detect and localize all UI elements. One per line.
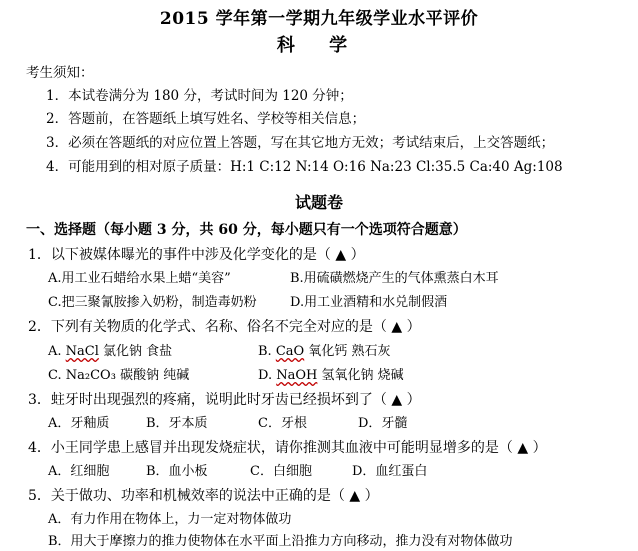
question-4-stem: 4．小王同学患上感冒并出现发烧症状，请你推测其血液中可能明显增多的是（ ▲ ）	[28, 440, 547, 456]
question-4-option-d: D．血红蛋白	[352, 464, 428, 479]
chemical-formula: CaO	[275, 344, 305, 359]
exam-title: 2015 学年第一学期九年级学业水平评价	[159, 9, 479, 29]
question-2-option-d	[258, 367, 404, 385]
notice-item-2: 2．答题前，在答题纸上填写姓名、学校等相关信息；	[46, 111, 366, 127]
question-1-option-b: B.用硫磺燃烧产生的气体熏蒸白木耳	[290, 271, 499, 286]
option-text: 氢氧化钠 烧碱	[321, 368, 404, 383]
question-2-stem: 2．下列有关物质的化学式、名称、俗名不完全对应的是（ ▲ ）	[28, 319, 421, 335]
question-4-option-c: C．白细胞	[250, 464, 312, 479]
question-4-option-b: B．血小板	[146, 464, 208, 479]
option-text: 氧化钙 熟石灰	[308, 344, 391, 359]
question-1-option-c: C.把三聚氰胺掺入奶粉，制造毒奶粉	[48, 295, 257, 310]
question-5-option-a: A．有力作用在物体上，力一定对物体做功	[48, 512, 292, 527]
notice-item-3: 3．必须在答题纸的对应位置上答题，写在其它地方无效；考试结束后，上交答题纸；	[46, 135, 555, 151]
chemical-formula: NaOH	[276, 368, 318, 383]
question-5-stem: 5．关于做功、功率和机械效率的说法中正确的是（ ▲ ）	[28, 488, 379, 504]
question-3-option-c: C．牙根	[258, 416, 307, 431]
question-2-option-b	[258, 343, 390, 361]
notice-item-1: 1．本试卷满分为 180 分，考试时间为 120 分钟；	[46, 88, 353, 104]
question-1-stem: 1．以下被媒体曝光的事件中涉及化学变化的是（ ▲ ）	[28, 247, 365, 263]
question-3-option-a: A．牙釉质	[48, 416, 110, 431]
option-text: 氯化钠 食盐	[103, 344, 173, 359]
option-label: D.	[258, 368, 273, 383]
question-3-option-b: B．牙本质	[146, 416, 208, 431]
question-5-option-b: B．用大于摩擦力的推力使物体在水平面上沿推力方向移动，推力没有对物体做功	[48, 534, 513, 549]
question-4-option-a: A．红细胞	[48, 464, 110, 479]
question-1-option-a: A.用工业石蜡给水果上蜡“美容”	[48, 271, 231, 286]
option-label: A.	[48, 344, 62, 359]
notice-item-4: 4．可能用到的相对原子质量：H:1 C:12 N:14 O:16 Na:23 Cl:35.5 Ca:40 Ag:108	[46, 159, 563, 175]
question-2-option-c	[48, 367, 189, 385]
question-2-option-a	[48, 343, 172, 361]
section-title: 试题卷	[294, 193, 343, 212]
question-1-option-d: D.用工业酒精和水兑制假酒	[290, 295, 448, 310]
subject-title: 科 学	[276, 35, 362, 56]
chemical-formula: NaCl	[65, 344, 99, 359]
option-label: B.	[258, 344, 272, 359]
question-3-option-d: D．牙髓	[358, 416, 408, 431]
part-heading: 一、选择题（每小题 3 分，共 60 分，每小题只有一个选项符合题意）	[26, 222, 467, 238]
option-label: C.	[48, 368, 62, 383]
notice-label: 考生须知：	[26, 65, 94, 81]
option-text: 碳酸钠 纯碱	[120, 368, 190, 383]
question-3-stem: 3．蛀牙时出现强烈的疼痛，说明此时牙齿已经损坏到了（ ▲ ）	[28, 392, 421, 408]
chemical-formula: Na₂CO₃	[65, 368, 116, 383]
